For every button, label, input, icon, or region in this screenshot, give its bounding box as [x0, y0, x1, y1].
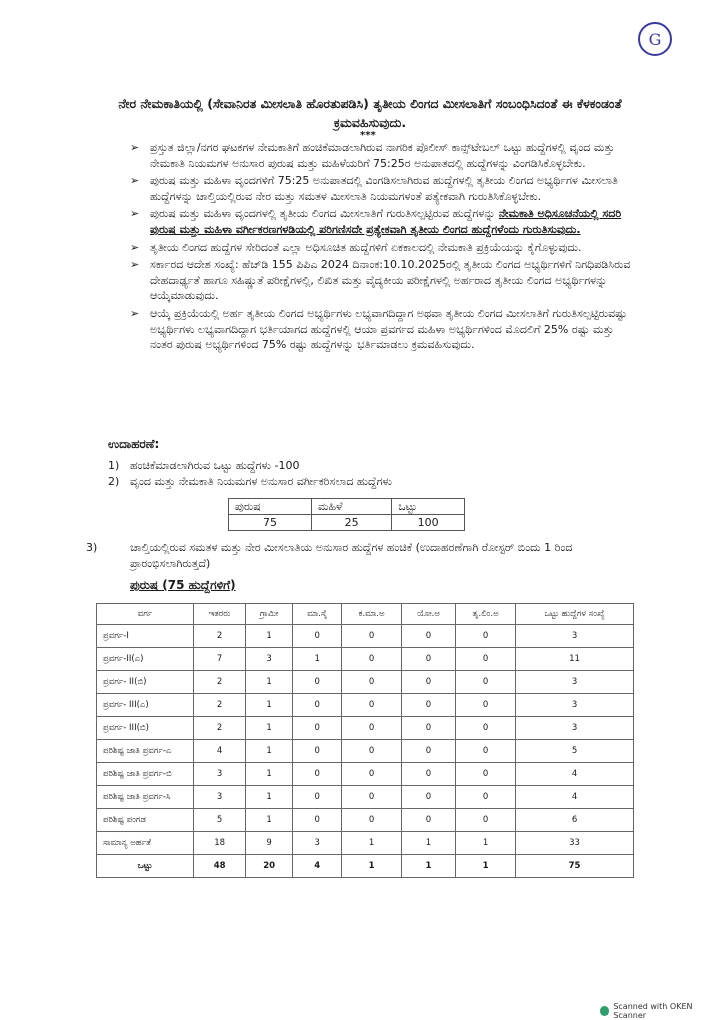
table-cell: 100 — [392, 515, 465, 531]
table-cell: 1 — [246, 717, 293, 740]
table-cell: 4 — [516, 763, 634, 786]
table-cell: 0 — [456, 694, 516, 717]
table-cell: 2 — [194, 717, 246, 740]
table-cell: 33 — [516, 832, 634, 855]
bullet-item: ➢ ಪುರುಷ ಮತ್ತು ಮಹಿಳಾ ವೃಂದಗಳಿಗೆ 75:25 ಅನುಪಾತದಲ್ಲಿ ವಿಂಗಡಿಸಲಾಗಿರುವ ಹುದ್ದೆಗಳಲ್ಲಿ ತೃತೀಯ ಲಿಂಗದ ಅಭ್ಯರ್ಥಿಗಳ ಮೀಸಲಾತಿ ಹುದ್ದೆಗಳನ್ನು ಚಾಲ್ತಿಯಲ್ಲಿರುವ ನೇರ ಮತ್ತು ಸಮತಳ ಮೀಸಲಾತಿ ನಿಯಮಗಳಂತೆ ಪತ್ಯೇಕವಾಗಿ ಗುರುತಿಸಿಕೊಳ್ಳಬೇಕು. — [130, 174, 618, 203]
table-cell: 2 — [194, 694, 246, 717]
table-cell: 25 — [312, 515, 392, 531]
total-cell: 1 — [342, 855, 401, 878]
table-row — [97, 671, 634, 694]
table-cell: 0 — [456, 809, 516, 832]
table-cell: 0 — [456, 740, 516, 763]
table-cell: 0 — [342, 740, 401, 763]
table-cell: 1 — [246, 625, 293, 648]
table-cell: 0 — [401, 717, 455, 740]
table-cell: 0 — [401, 671, 455, 694]
table-cell: 0 — [293, 809, 342, 832]
table-cell: 1 — [401, 832, 455, 855]
category-cell: ಪ್ರವರ್ಗ-II(ಎ) — [97, 648, 194, 671]
table-cell: 2 — [194, 671, 246, 694]
category-cell: ಪ್ರವರ್ಗ-I — [97, 625, 194, 648]
table-row — [97, 740, 634, 763]
table-cell: 0 — [342, 809, 401, 832]
table-header-cell: ಕ.ಮಾ.ಅ — [342, 604, 401, 625]
table-row — [97, 763, 634, 786]
table-cell: 1 — [246, 763, 293, 786]
table-cell: 18 — [194, 832, 246, 855]
table-cell: 0 — [456, 648, 516, 671]
table-cell: 0 — [293, 786, 342, 809]
table-cell: 3 — [246, 648, 293, 671]
example-heading: ಉದಾಹರಣೆ: — [108, 437, 160, 451]
table-cell: 0 — [456, 717, 516, 740]
table-cell: 0 — [342, 625, 401, 648]
table-cell: 5 — [516, 740, 634, 763]
table-cell: 3 — [293, 832, 342, 855]
table-cell: 0 — [342, 694, 401, 717]
table-cell: 4 — [194, 740, 246, 763]
table-header-cell: ಮಾ.ಸೈ — [293, 604, 342, 625]
table-cell: 1 — [246, 671, 293, 694]
table-header-row — [97, 604, 634, 625]
table-row — [97, 625, 634, 648]
bullet-item: ➢ ಸರ್ಕಾರದ ಆದೇಶ ಸಂಖ್ಯೆ: ಹೆಚ್‌ಡಿ 155 ಪಿಪಿಎ 2024 ದಿನಾಂಕ:10.10.2025ರಲ್ಲಿ ತೃತೀಯ ಲಿಂಗದ ಅಭ್ಯರ್ಥಿಗಳಿಗೆ ನಿಗಧಿಪಡಿಸಿರುವ ದೇಹದಾರ್ಢ್ಯತೆ ಹಾಗೂ ಸಹಿಷ್ಣುತೆ ಪರೀಕ್ಷೆಗಳಲ್ಲಿ, ಲಿಖಿತ ಮತ್ತು ವೈದ್ಯಕೀಯ ಪರೀಕ್ಷೆಗಳಲ್ಲಿ ಅರ್ಹರಾದ ತೃತೀಯ ಲಿಂಗದ ಅಭ್ಯರ್ಥಿಗಳನ್ನು ಆಯ್ಕೆಮಾಡುವುದು. — [130, 258, 631, 303]
table-cell: 1 — [246, 740, 293, 763]
table-cell: 0 — [293, 740, 342, 763]
table-header-cell: ಇತರರು — [194, 604, 246, 625]
total-cell: 4 — [293, 855, 342, 878]
table-cell: 0 — [456, 763, 516, 786]
scanner-watermark — [600, 1002, 720, 1020]
table-cell: 0 — [456, 625, 516, 648]
table-cell: 2 — [194, 625, 246, 648]
table-cell: 0 — [342, 671, 401, 694]
numbered-item: 2) ವೃಂದ ಮತ್ತು ನೇಮಕಾತಿ ನಿಯಮಗಳ ಅನುಸಾರ ವರ್ಗೀಕರಿಸಲಾದ ಹುದ್ದೆಗಳು — [108, 475, 393, 488]
table-cell: 11 — [516, 648, 634, 671]
arrow-bullet-icon: ➢ — [130, 207, 140, 221]
table-cell: 0 — [293, 694, 342, 717]
category-cell: ಪ್ರವರ್ಗ- III(ಬಿ) — [97, 717, 194, 740]
table-header-cell: ವರ್ಗ — [97, 604, 194, 625]
document-title: ನೇರ ನೇಮಕಾತಿಯಲ್ಲಿ (ಸೇವಾನಿರತ ಮೀಸಲಾತಿ ಹೊರತುಪಡಿಸಿ) ತೃತೀಯ ಲಿಂಗದ ಮೀಸಲಾತಿಗೆ ಸಂಬಂಧಿಸಿದಂತೆ ಈ ಕೆಳಕಂಡಂತೆ ಕ್ರಮವಹಿಸುವುದು. — [118, 96, 622, 130]
table-cell: 0 — [342, 763, 401, 786]
table-cell: 3 — [516, 694, 634, 717]
table-cell: 0 — [456, 786, 516, 809]
table-cell: 3 — [194, 786, 246, 809]
numbered-item: 3) ಚಾಲ್ತಿಯಲ್ಲಿರುವ ಸಮತಳ ಮತ್ತು ನೇರ ಮೀಸಲಾತಿಯ ಅನುಸಾರ ಹುದ್ದೆಗಳ ಹಂಚಿಕೆ (ಉದಾಹರಣೆಗಾಗಿ ರೋಸ್ಟರ್ ಬಿಂದು 1 ರಿಂದ ಪ್ರಾರಂಭಿಸಲಾಗಿರುತ್ತದೆ) — [86, 541, 573, 570]
table-cell: 1 — [342, 832, 401, 855]
male-posts-heading: ಪುರುಷ (75 ಹುದ್ದೆಗಳಿಗೆ) — [130, 578, 236, 592]
table-row — [97, 786, 634, 809]
table-cell: 3 — [194, 763, 246, 786]
table-header-cell: ಒಟ್ಟು — [392, 499, 465, 515]
bullet-list — [130, 140, 635, 355]
table-cell: 0 — [401, 786, 455, 809]
table-cell: 1 — [293, 648, 342, 671]
total-cell: 48 — [194, 855, 246, 878]
table-cell: 1 — [246, 694, 293, 717]
table-cell: 3 — [516, 671, 634, 694]
table-header-cell: ಪುರುಷ — [229, 499, 312, 515]
bullet-item: ➢ ಪ್ರಸ್ತುತ ಜಿಲ್ಲಾ/ನಗರ ಘಟಕಗಳ ನೇಮಕಾತಿಗೆ ಹಂಚಿಕೆಮಾಡಲಾಗಿರುವ ನಾಗರಿಕ ಪೊಲೀಸ್ ಕಾನ್ಸ್‌ಟೇಬಲ್ ಒಟ್ಟು ಹುದ್ದೆಗಳಲ್ಲಿ ವೃಂದ ಮತ್ತು ನೇಮಕಾತಿ ನಿಯಮಗಳ ಅನುಸಾರ ಪುರುಷ ಮತ್ತು ಮಹಿಳೆಯರಿಗೆ 75:25ರ ಅನುಪಾತದಲ್ಲಿ ಹುದ್ದೆಗಳನ್ನು ವಿಂಗಡಿಸಿಕೊಳ್ಳಬೇಕು. — [130, 141, 615, 170]
table-cell: 1 — [246, 809, 293, 832]
category-cell: ಸಾಮಾನ್ಯ ಅರ್ಹತೆ — [97, 832, 194, 855]
table-cell: 75 — [229, 515, 312, 531]
table-row — [97, 717, 634, 740]
table-cell: 3 — [516, 717, 634, 740]
bullet-item: ➢ ಪುರುಷ ಮತ್ತು ಮಹಿಳಾ ವೃಂದಗಳಲ್ಲಿ ತೃತೀಯ ಲಿಂಗದ ಮೀಸಲಾತಿಗೆ ಗುರುತಿಸಲ್ಪಟ್ಟಿರುವ ಹುದ್ದೆಗಳನ್ನು ನೇಮಕಾತಿ ಅಧಿಸೂಚನೆಯಲ್ಲಿ ಸದರಿ ಪುರುಷ ಮತ್ತು ಮಹಿಳಾ ವರ್ಗೀಕರಣಗಳಡಿಯಲ್ಲಿ ಪರಿಗಣಿಸದೇ ಪ್ರತ್ಯೇಕವಾಗಿ ತೃತೀಯ ಲಿಂಗದ ಹುದ್ದೆಗಳೆಂದು ಗುರುತಿಸುವುದು. — [130, 207, 622, 236]
category-cell: ಪರಿಶಿಷ್ಟ ಜಾತಿ ಪ್ರವರ್ಗ-ಬಿ — [97, 763, 194, 786]
arrow-bullet-icon: ➢ — [130, 141, 140, 154]
table-header-cell: ಮಹಿಳೆ — [312, 499, 392, 515]
table-cell: 0 — [293, 625, 342, 648]
total-cell: 1 — [456, 855, 516, 878]
table-cell: 0 — [401, 740, 455, 763]
emphasized-text: ನೇಮಕಾತಿ ಅಧಿಸೂಚನೆಯಲ್ಲಿ ಸದರಿ ಪುರುಷ ಮತ್ತು ಮಹಿಳಾ ವರ್ಗೀಕರಣಗಳಡಿಯಲ್ಲಿ ಪರಿಗಣಿಸದೇ ಪ್ರತ್ಯೇಕವಾಗಿ ತೃತೀಯ ಲಿಂಗದ ಹುದ್ದೆಗಳೆಂದು ಗುರುತಿಸುವುದು. — [150, 207, 622, 236]
table-cell: 3 — [516, 625, 634, 648]
table-cell: 0 — [342, 786, 401, 809]
category-cell: ಪರಿಶಿಷ್ಟ ಜಾತಿ ಪ್ರವರ್ಗ-ಎ — [97, 740, 194, 763]
bullet-item: ➢ ತೃತೀಯ ಲಿಂಗದ ಹುದ್ದೆಗಳ ಸೇರಿದಂತೆ ಎಲ್ಲಾ ಅಧಿಸೂಚಿತ ಹುದ್ದೆಗಳಿಗೆ ಏಕಕಾಲದಲ್ಲಿ ನೇಮಕಾತಿ ಪ್ರಕ್ರಿಯೆಯನ್ನು ಕೈಗೊಳ್ಳುವುದು. — [130, 240, 582, 254]
table-cell: 0 — [293, 671, 342, 694]
total-label-cell: ಒಟ್ಟು — [97, 855, 194, 878]
table-cell: 0 — [401, 763, 455, 786]
table-cell: 0 — [342, 648, 401, 671]
table-cell: 4 — [516, 786, 634, 809]
numbered-item: 1) ಹಂಚಿಕೆಮಾಡಲಾಗಿರುವ ಒಟ್ಟು ಹುದ್ದೆಗಳು -100 — [108, 459, 300, 472]
table-row — [97, 809, 634, 832]
table-cell: 0 — [293, 717, 342, 740]
table-header-cell: ತೃ.ಲಿಂ.ಅ — [456, 604, 516, 625]
arrow-bullet-icon: ➢ — [130, 306, 140, 320]
table-cell: 0 — [342, 717, 401, 740]
table-header-cell: ಒಟ್ಟು ಹುದ್ದೆಗಳ ಸಂಖ್ಯೆ — [516, 604, 634, 625]
table-row — [97, 648, 634, 671]
total-cell: 1 — [401, 855, 455, 878]
table-cell: 5 — [194, 809, 246, 832]
table-cell: 1 — [246, 786, 293, 809]
category-cell: ಪರಿಶಿಷ್ಟ ಜಾತಿ ಪ್ರವರ್ಗ-ಸಿ — [97, 786, 194, 809]
table-cell: 1 — [456, 832, 516, 855]
category-cell: ಪರಿಶಿಷ್ಟ ಪಂಗಡ — [97, 809, 194, 832]
table-row — [229, 515, 465, 531]
table-cell: 0 — [456, 671, 516, 694]
reservation-table — [96, 603, 634, 878]
title-separator: *** — [360, 130, 376, 141]
total-row — [97, 855, 634, 878]
table-cell: 9 — [246, 832, 293, 855]
arrow-bullet-icon: ➢ — [130, 240, 140, 254]
table-header-row — [229, 499, 465, 515]
table-cell: 0 — [401, 809, 455, 832]
gender-split-table — [228, 498, 465, 531]
table-cell: 0 — [401, 694, 455, 717]
arrow-bullet-icon: ➢ — [130, 258, 140, 272]
table-cell: 6 — [516, 809, 634, 832]
table-row — [97, 694, 634, 717]
bullet-item: ➢ ಆಯ್ಕೆ ಪ್ರಕ್ರಿಯೆಯಲ್ಲಿ ಅರ್ಹ ತೃತೀಯ ಲಿಂಗದ ಅಭ್ಯರ್ಥಿಗಳು ಲಭ್ಯವಾಗದಿದ್ದಾಗ ಅಥವಾ ತೃತೀಯ ಲಿಂಗದ ಮೀಸಲಾತಿಗೆ ಗುರುತಿಸಲ್ಪಟ್ಟಿರುವಷ್ಟು ಅಭ್ಯರ್ಥಿಗಳು ಲಭ್ಯವಾಗದಿದ್ದಾಗ ಭರ್ತಿಯಾಗದ ಹುದ್ದೆಗಳಲ್ಲಿ ಆಯಾ ಪ್ರವರ್ಗದ ಮಹಿಳಾ ಅಭ್ಯರ್ಥಿಗಳಿಂದ ಮೊದಲಿಗೆ 25% ರಷ್ಟು ಮತ್ತು ನಂತರ ಪುರುಷ ಅಭ್ಯರ್ಥಿಗಳಿಂದ 75% ರಷ್ಟು ಹುದ್ದೆಗಳನ್ನು ಭರ್ತಿಮಾಡಲು ಕ್ರಮವಹಿಸುವುದು. — [130, 306, 627, 352]
category-cell: ಪ್ರವರ್ಗ- II(ಬಿ) — [97, 671, 194, 694]
table-header-cell: ಗ್ರಾಮೀ — [246, 604, 293, 625]
table-header-cell: ಯೋ.ಅ — [401, 604, 455, 625]
total-cell: 20 — [246, 855, 293, 878]
seal-stamp: G — [638, 22, 672, 56]
total-cell: 75 — [516, 855, 634, 878]
category-cell: ಪ್ರವರ್ಗ- III(ಎ) — [97, 694, 194, 717]
arrow-bullet-icon: ➢ — [130, 174, 140, 188]
table-cell: 0 — [401, 648, 455, 671]
table-cell: 0 — [293, 763, 342, 786]
table-cell: 0 — [401, 625, 455, 648]
table-cell: 7 — [194, 648, 246, 671]
scanner-label: Scanned with OKEN Scanner — [613, 1002, 693, 1020]
table-row — [97, 832, 634, 855]
scanner-logo-icon — [600, 1006, 609, 1016]
